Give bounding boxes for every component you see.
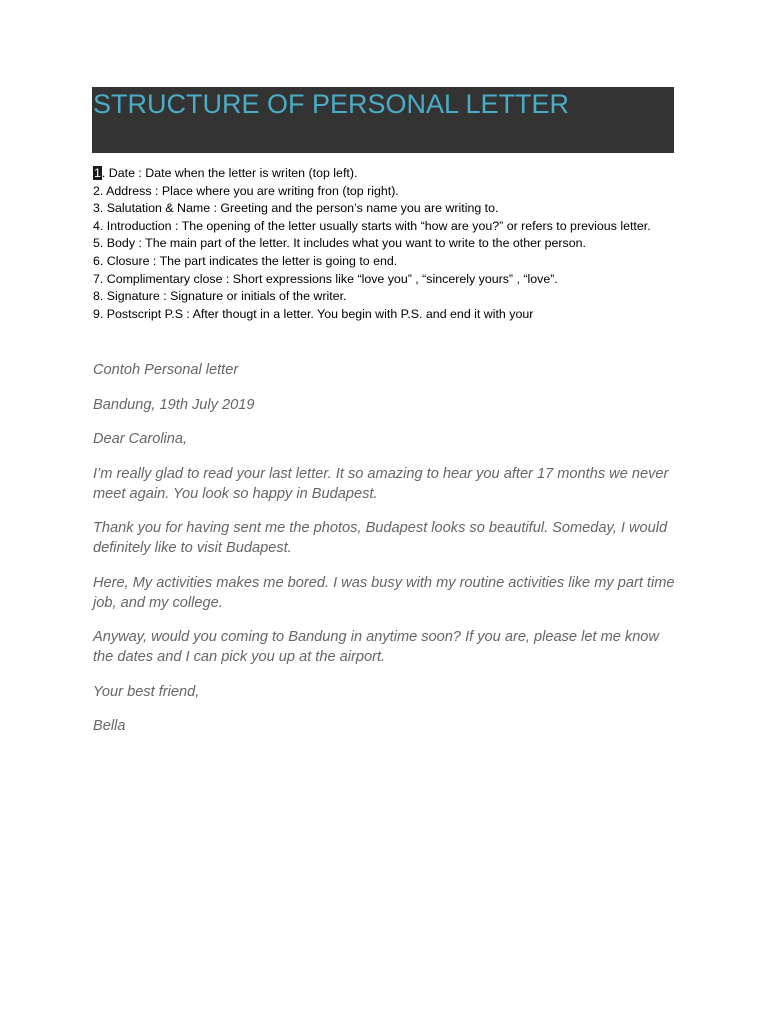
list-item-text: 4. Introduction : The opening of the letter usually starts with “how are you?” or refers to previous letter. xyxy=(93,218,651,233)
letter-heading: Contoh Personal letter xyxy=(93,362,239,378)
list-item xyxy=(93,288,683,306)
letter-paragraph: Anyway, would you coming to Bandung in anytime soon? If you are, please let me know the dates and I can pick you up at the airport. xyxy=(93,629,659,665)
letter-paragraph: I’m really glad to read your last letter. It so amazing to hear you after 17 months we never meet again. You look so happy in Budapest. xyxy=(93,465,669,502)
page-title: STRUCTURE OF PERSONAL LETTER xyxy=(93,89,570,119)
list-item xyxy=(93,235,683,253)
list-item-text: 3. Salutation & Name : Greeting and the person’s name you are writing to. xyxy=(93,201,499,216)
example-letter xyxy=(93,360,683,751)
letter-date: Bandung, 19th July 2019 xyxy=(93,396,255,413)
letter-paragraph: Here, My activities makes me bored. I was busy with my routine activities like my part time job, and my college. xyxy=(93,574,675,611)
title-banner xyxy=(92,87,674,153)
structure-list xyxy=(93,165,683,323)
list-item-text: 2. Address : Place where you are writing fron (top right). xyxy=(93,183,399,198)
list-number-highlight: 1 xyxy=(94,166,101,180)
list-item-text: 6. Closure : The part indicates the letter is going to end. xyxy=(93,253,398,268)
letter-signature: Bella xyxy=(93,718,126,734)
list-item xyxy=(93,200,683,218)
list-item xyxy=(93,165,683,183)
list-item-text: . Date : Date when the letter is writen (top left). xyxy=(101,166,358,180)
list-item-text: 8. Signature : Signature or initials of the writer. xyxy=(93,289,347,304)
list-item xyxy=(93,253,683,271)
letter-salutation: Dear Carolina, xyxy=(93,431,188,447)
list-item xyxy=(93,218,683,236)
list-item-text: 9. Postscript P.S : After thougt in a letter. You begin with P.S. and end it with your xyxy=(93,306,534,321)
list-item xyxy=(93,183,683,201)
list-item xyxy=(93,271,683,289)
letter-paragraph: Thank you for having sent me the photos, Budapest looks so beautiful. Someday, I would definitely like to visit Budapest. xyxy=(93,520,668,556)
list-item-text: 5. Body : The main part of the letter. It includes what you want to write to the other person. xyxy=(93,236,586,251)
list-item xyxy=(93,306,683,324)
letter-closing: Your best friend, xyxy=(93,683,200,700)
list-item-text: 7. Complimentary close : Short expressions like “love you” , “sincerely yours” , “love”. xyxy=(93,271,558,286)
